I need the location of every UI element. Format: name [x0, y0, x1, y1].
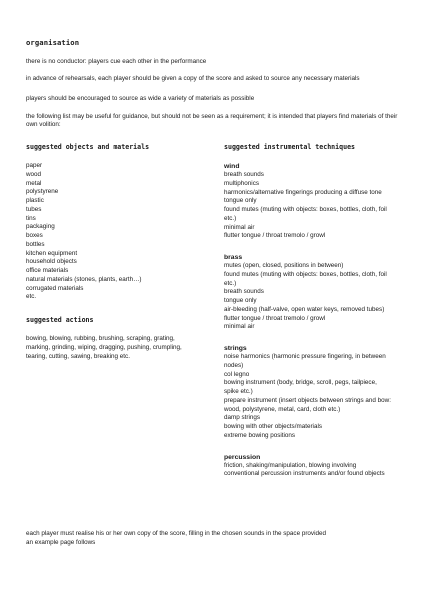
technique-item: extreme bowing positions: [224, 431, 296, 439]
technique-item: multiphonics: [224, 179, 259, 187]
technique-group-title: wind: [224, 163, 240, 170]
technique-item: minimal air: [224, 323, 255, 331]
technique-group-title: brass: [224, 254, 243, 261]
object-item: natural materials (stones, plants, earth…): [26, 275, 142, 283]
intro-paragraph-2: in advance of rehearsals, each player should be given a copy of the score and asked to source any necessary materials: [26, 75, 360, 82]
objects-list: [26, 162, 211, 302]
object-item: household objects: [26, 258, 77, 266]
technique-item: flutter tongue / throat tremolo / growl: [224, 232, 326, 240]
technique-item: bowing instrument (body, bridge, scroll, pegs, tailpiece, spike etc.): [224, 379, 377, 395]
object-item: kitchen equipment: [26, 249, 78, 257]
techniques-groups: [224, 162, 409, 479]
footer-line-2: an example page follows: [26, 539, 96, 546]
technique-item: tongue only: [224, 197, 257, 205]
object-item: packaging: [26, 223, 55, 231]
objects-title: suggested objects and materials: [26, 143, 150, 151]
technique-group-title: percussion: [224, 453, 261, 461]
object-item: boxes: [26, 232, 43, 239]
technique-item: tongue only: [224, 297, 257, 304]
object-item: polystyrene: [26, 188, 59, 196]
object-item: metal: [26, 179, 42, 187]
technique-group: [224, 253, 409, 332]
technique-item: harmonics/alternative fingerings producing a diffuse tone: [224, 188, 382, 196]
technique-item: mutes (open, closed, positions in between): [224, 262, 344, 269]
intro-paragraph-3: players should be encouraged to source as wide a variety of materials as possible: [26, 95, 255, 102]
section-heading-organisation: organisation: [26, 38, 80, 47]
intro-paragraph-4: the following list may be useful for guidance, but should not be seen as a requirement; it is intended that players find materials of their own volition:: [26, 113, 398, 129]
object-item: etc.: [26, 293, 37, 301]
object-item: office materials: [26, 267, 69, 274]
technique-item: minimal air: [224, 223, 255, 231]
object-item: tubes: [26, 205, 42, 213]
object-item: tins: [26, 214, 36, 222]
technique-group: [224, 162, 409, 241]
object-item: corrugated materials: [26, 284, 84, 292]
technique-group-title: strings: [224, 345, 247, 352]
technique-item: friction, shaking/manipulation, blowing involving conventional percussion instruments and/or found objects: [224, 461, 385, 478]
techniques-title: suggested instrumental techniques: [224, 143, 356, 151]
footer-line-1: each player must realise his or her own copy of the score, filling in the chosen sounds in the space provided: [26, 530, 326, 537]
intro-paragraph-1: there is no conductor: players cue each other in the performance: [26, 58, 207, 65]
technique-item: prepare instrument (insert objects between strings and bow: wood, polystyrene, metal, card, cloth etc.): [224, 396, 391, 413]
right-column: [224, 143, 409, 479]
technique-item: found mutes (muting with objects: boxes, bottles, cloth, foil etc.): [224, 206, 387, 222]
technique-item: breath sounds: [224, 288, 264, 296]
technique-item: breath sounds: [224, 171, 264, 178]
object-item: wood: [26, 170, 42, 178]
technique-item: bowing with other objects/materials: [224, 423, 322, 430]
technique-item: flutter tongue / throat tremolo / growl: [224, 314, 326, 322]
technique-item: found mutes (muting with objects: boxes, bottles, cloth, foil etc.): [224, 270, 387, 287]
footer-notes: [26, 529, 406, 547]
actions-text: bowing, blowing, rubbing, brushing, scraping, grating, marking, grinding, wiping, dragging, pushing, crumpling, tearing, cutting, sawing, breaking etc.: [26, 335, 182, 360]
object-item: plastic: [26, 197, 44, 204]
left-column: [26, 143, 211, 361]
technique-item: damp strings: [224, 414, 261, 422]
technique-group: [224, 453, 409, 480]
actions-title: suggested actions: [26, 316, 94, 324]
technique-item: noise harmonics (harmonic pressure fingering, in between nodes): [224, 353, 386, 369]
technique-item: col legno: [224, 370, 250, 378]
technique-group: [224, 344, 409, 441]
technique-item: air-bleeding (half-valve, open water keys, removed tubes): [224, 305, 385, 313]
object-item: bottles: [26, 240, 45, 248]
object-item: paper: [26, 162, 43, 169]
